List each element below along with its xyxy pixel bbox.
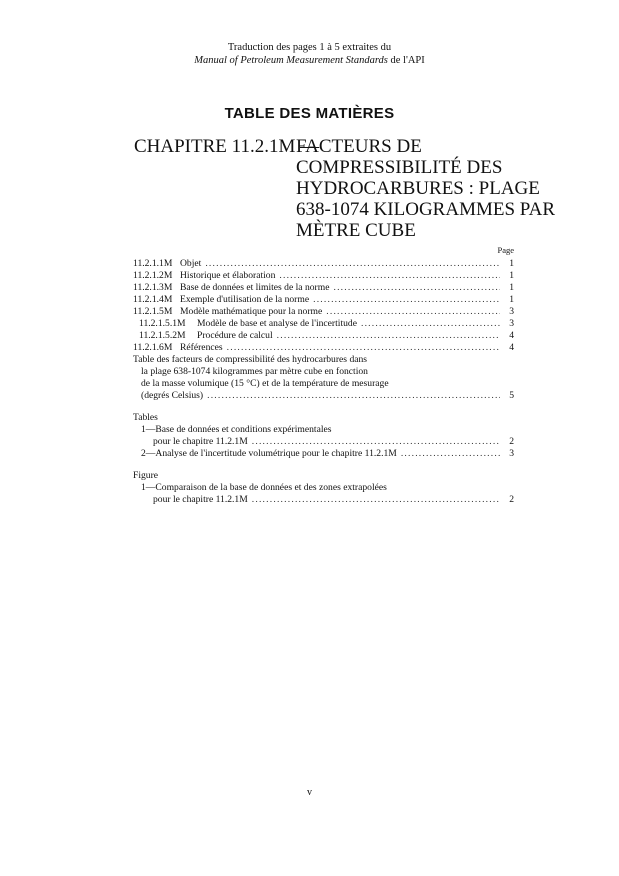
entry-page: 3	[509, 306, 514, 317]
chapter-title-line: MÈTRE CUBE	[296, 220, 416, 241]
header	[0, 41, 619, 67]
leader-dots	[326, 306, 500, 318]
table-entry[interactable]	[133, 424, 514, 448]
entry-page: 1	[509, 282, 514, 293]
entry-number: 11.2.1.6M	[133, 342, 173, 353]
entry-last-line	[133, 390, 514, 402]
figure-heading: Figure	[133, 470, 159, 481]
toc-title: TABLE DES MATIÈRES	[224, 105, 395, 122]
chapter-title	[296, 136, 596, 241]
leader-dots	[277, 330, 500, 342]
entry-line: 1—Base de données et conditions expérimentales	[141, 424, 332, 435]
toc-subentry[interactable]	[133, 330, 514, 342]
entry-line: Table des facteurs de compressibilité des hydrocarbures dans	[133, 354, 368, 365]
table-entry[interactable]	[133, 448, 514, 460]
leader-dots	[207, 390, 500, 402]
leader-dots	[279, 270, 500, 282]
header-line-2-rest: de l'API	[387, 55, 425, 66]
entry-page: 4	[509, 330, 514, 341]
entry-number: 11.2.1.4M	[133, 294, 173, 305]
header-line-2	[0, 54, 619, 67]
leader-dots	[313, 294, 500, 306]
entry-last-line	[133, 494, 514, 506]
entry-title: Modèle de base et analyse de l'incertitude	[197, 318, 357, 329]
toc-entry[interactable]	[133, 342, 514, 354]
leader-dots	[361, 318, 500, 330]
entry-title: Base de données et limites de la norme	[180, 282, 330, 293]
toc-entry[interactable]	[133, 294, 514, 306]
header-line-1: Traduction des pages 1 à 5 extraites du	[227, 42, 392, 53]
entry-title: Historique et élaboration	[180, 270, 276, 281]
toc-entry[interactable]	[133, 270, 514, 282]
leader-dots	[333, 282, 500, 294]
page-column-heading: Page	[497, 245, 514, 255]
tables-heading: Tables	[133, 412, 158, 423]
entry-title: pour le chapitre 11.2.1M	[153, 436, 248, 447]
entry-number: 11.2.1.5M	[133, 306, 173, 317]
chapter-title-line: HYDROCARBURES : PLAGE	[296, 178, 540, 199]
compressibility-table-entry[interactable]	[133, 354, 514, 402]
entry-title: 2—Analyse de l'incertitude volumétrique pour le chapitre 11.2.1M	[141, 448, 397, 459]
entry-page: 2	[509, 436, 514, 447]
entry-page: 2	[509, 494, 514, 505]
entry-title: Modèle mathématique pour la norme	[180, 306, 323, 317]
entry-number: 11.2.1.5.2M	[139, 330, 186, 341]
entry-number: 11.2.1.5.1M	[139, 318, 186, 329]
entry-page: 3	[509, 318, 514, 329]
leader-dots	[252, 494, 500, 506]
toc-entry[interactable]	[133, 258, 514, 270]
entry-title: Références	[180, 342, 223, 353]
leader-dots	[227, 342, 500, 354]
entry-title: (degrés Celsius)	[141, 390, 204, 401]
page-number: v	[307, 787, 312, 798]
chapter-title-line: COMPRESSIBILITÉ DES	[296, 157, 503, 178]
entry-page: 5	[509, 390, 514, 401]
toc-entry[interactable]	[133, 306, 514, 318]
entry-title: Objet	[180, 258, 202, 269]
entry-title: Procédure de calcul	[197, 330, 273, 341]
entry-page: 1	[509, 270, 514, 281]
entry-number: 11.2.1.2M	[133, 270, 173, 281]
entry-line: la plage 638-1074 kilogrammes par mètre cube en fonction	[141, 366, 368, 377]
entry-line: 1—Comparaison de la base de données et des zones extrapolées	[141, 482, 387, 493]
entry-page: 4	[509, 342, 514, 353]
entry-line: de la masse volumique (15 °C) et de la température de mesurage	[141, 378, 389, 389]
toc-list	[133, 258, 514, 506]
entry-number: 11.2.1.3M	[133, 282, 173, 293]
entry-last-line	[133, 436, 514, 448]
leader-dots	[205, 258, 500, 270]
entry-title: Exemple d'utilisation de la norme	[180, 294, 310, 305]
leader-dots	[401, 448, 500, 460]
manual-title: Manual of Petroleum Measurement Standards	[194, 55, 388, 66]
chapter-label: CHAPITRE 11.2.1M —	[134, 136, 320, 157]
toc-entry[interactable]	[133, 282, 514, 294]
entry-page: 3	[509, 448, 514, 459]
entry-page: 1	[509, 294, 514, 305]
toc-subentry[interactable]	[133, 318, 514, 330]
entry-title: pour le chapitre 11.2.1M	[153, 494, 248, 505]
entry-page: 1	[509, 258, 514, 269]
chapter-title-line: FACTEURS DE	[296, 136, 422, 157]
leader-dots	[252, 436, 500, 448]
figure-entry[interactable]	[133, 482, 514, 506]
chapter-title-line: 638-1074 KILOGRAMMES PAR	[296, 199, 555, 220]
entry-number: 11.2.1.1M	[133, 258, 173, 269]
